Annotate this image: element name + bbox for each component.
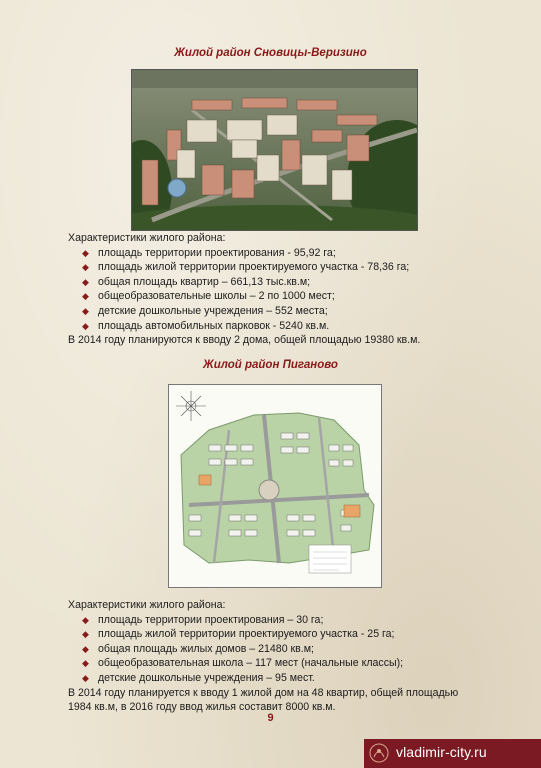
diamond-bullet-icon: ◆ [82,291,89,302]
section2-note-line2: 1984 кв.м, в 2016 году ввод жилья составит 8000 кв.м. [68,701,336,714]
diamond-bullet-icon: ◆ [82,672,89,683]
diamond-bullet-icon: ◆ [82,629,89,640]
list-item: ◆ площадь территории проектирования - 95,92 га; [82,246,336,259]
list-item: ◆ детские дошкольные учреждения – 95 мест. [82,671,315,684]
diamond-bullet-icon: ◆ [82,614,89,625]
district-aerial-photo [131,69,418,231]
district-master-plan-map [168,384,382,588]
list-item: ◆ площадь жилой территории проектируемого участка - 25 га; [82,628,395,641]
section2-body [68,598,508,715]
section1-intro: Характеристики жилого района: [68,232,226,244]
list-item: ◆ общеобразовательная школа – 117 мест (начальные классы); [82,657,404,670]
list-item: ◆ площадь территории проектирования – 30 га; [82,613,324,626]
footer-site-link[interactable]: vladimir-city.ru [396,744,487,760]
section2-title: Жилой район Пиганово [203,359,338,371]
diamond-bullet-icon: ◆ [82,658,89,669]
section1-title: Жилой район Сновицы-Веризино [174,47,367,59]
section1-body [68,231,508,348]
section2-note-line1: В 2014 году планируется к вводу 1 жилой дом на 48 квартир, общей площадью [68,686,459,699]
list-item: ◆ площадь автомобильных парковок - 5240 кв.м. [82,319,330,332]
diamond-bullet-icon: ◆ [82,247,89,258]
section1-note: В 2014 году планируются к вводу 2 дома, общей площадью 19380 кв.м. [68,334,421,347]
list-item: ◆ общая площадь квартир – 661,13 тыс.кв.м; [82,275,311,288]
diamond-bullet-icon: ◆ [82,262,89,273]
compass-rose-icon [176,391,206,421]
list-item: ◆ общая площадь жилых домов – 21480 кв.м; [82,642,314,655]
diamond-bullet-icon: ◆ [82,320,89,331]
section2-intro: Характеристики жилого района: [68,599,226,611]
list-item: ◆ общеобразовательные школы – 2 по 1000 мест; [82,290,335,303]
diamond-bullet-icon: ◆ [82,305,89,316]
diamond-bullet-icon: ◆ [82,276,89,287]
section1-list [68,246,508,334]
list-item: ◆ площадь жилой территории проектируемого участка - 78,36 га; [82,261,410,274]
diamond-bullet-icon: ◆ [82,643,89,654]
page-number: 9 [267,712,274,724]
section2-list [68,613,508,686]
list-item: ◆ детские дошкольные учреждения – 552 места; [82,304,328,317]
city-emblem-icon [368,742,390,764]
